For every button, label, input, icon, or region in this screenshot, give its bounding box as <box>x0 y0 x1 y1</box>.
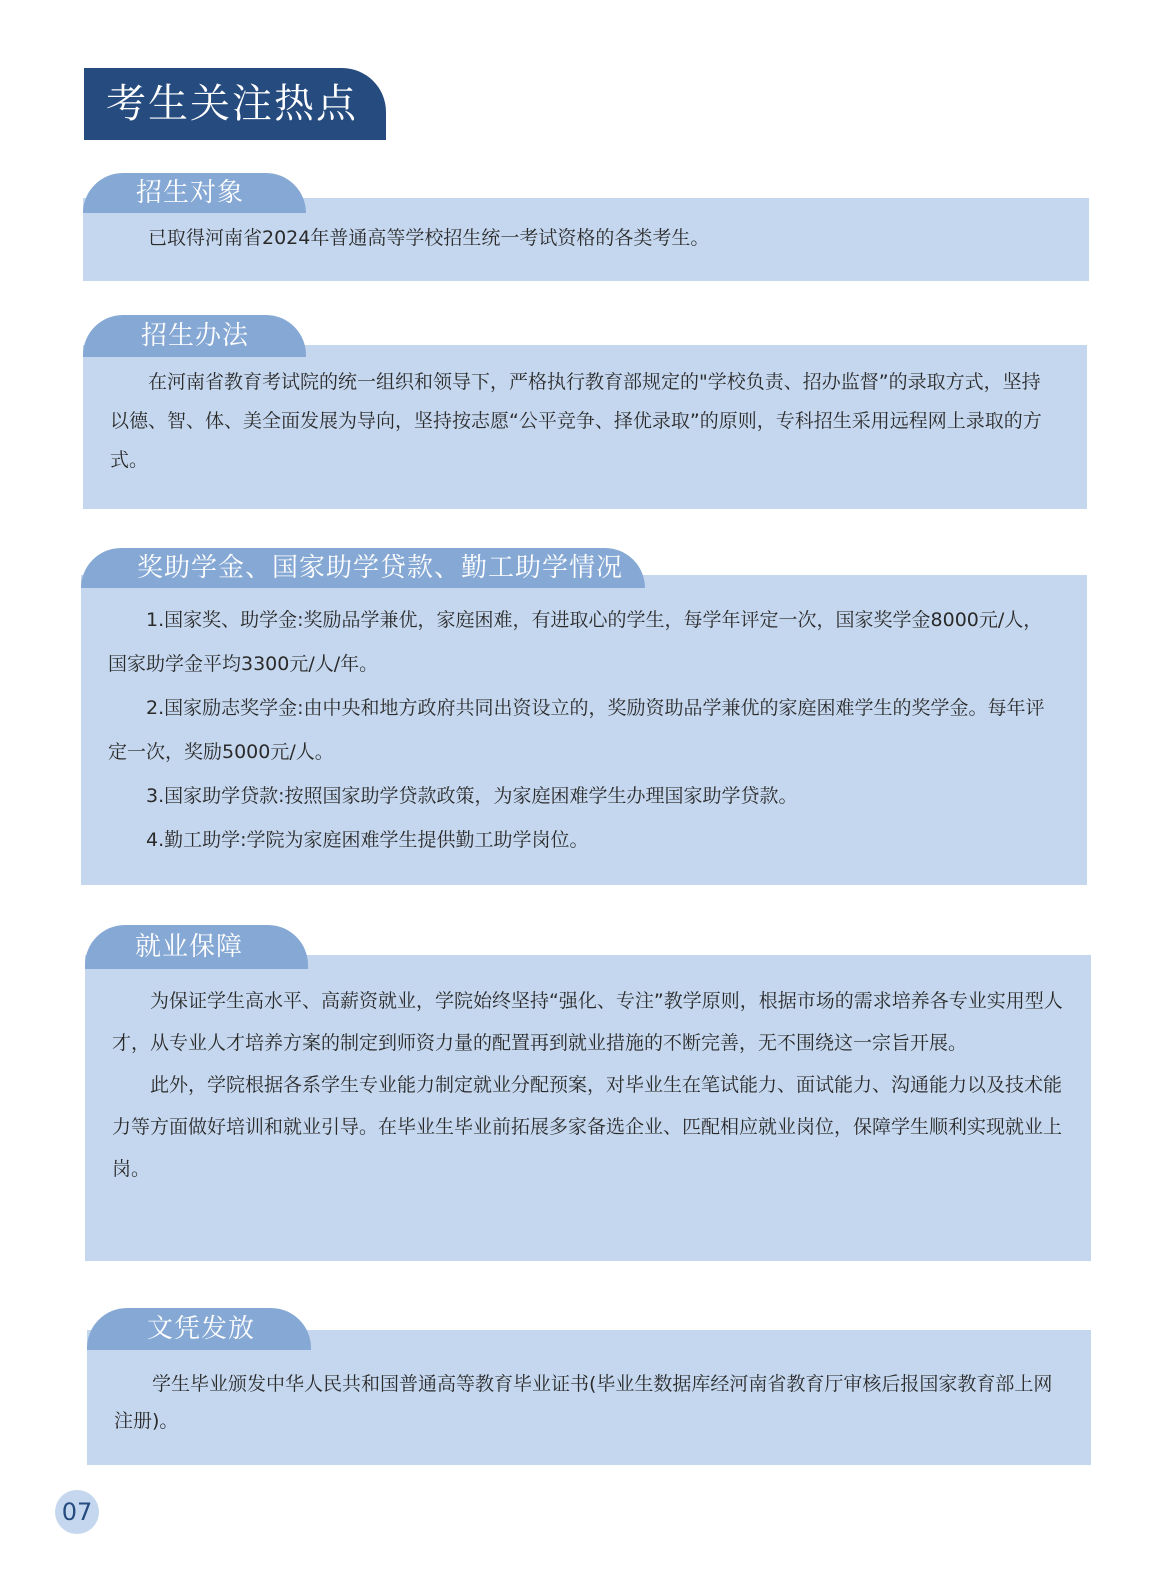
section-body <box>110 223 1061 253</box>
section-tab: 文凭发放 <box>87 1308 311 1350</box>
paragraph: 2.国家励志奖学金:由中央和地方政府共同出资设立的，奖励资助品学兼优的家庭困难学生的奖学金。每年评定一次，奖励5000元/人。 <box>108 697 1045 763</box>
section-body <box>112 980 1063 1190</box>
paragraph: 已取得河南省2024年普通高等学校招生统一考试资格的各类考生。 <box>148 227 710 249</box>
section-body <box>108 598 1059 862</box>
section-tab: 奖助学金、国家助学贷款、勤工助学情况 <box>81 548 645 588</box>
section-tab: 就业保障 <box>85 925 308 969</box>
section-employment <box>85 925 1091 1261</box>
section-tab: 招生办法 <box>83 315 306 357</box>
page-number: 07 <box>55 1490 99 1534</box>
section-tab: 招生对象 <box>83 173 306 213</box>
page-title: 考生关注热点 <box>84 68 386 140</box>
paragraph: 学生毕业颁发中华人民共和国普通高等教育毕业证书(毕业生数据库经河南省教育厅审核后报国家教育部上网注册)。 <box>114 1373 1053 1432</box>
section-diploma <box>87 1308 1091 1465</box>
paragraph: 在河南省教育考试院的统一组织和领导下，严格执行教育部规定的"学校负责、招办监督”的录取方式，坚持以德、智、体、美全面发展为导向，坚持按志愿“公平竞争、择优录取”的原则，专科招生采用远程网上录取的方式。 <box>110 371 1042 471</box>
section-financial-aid <box>81 548 1087 885</box>
paragraph: 此外，学院根据各系学生专业能力制定就业分配预案，对毕业生在笔试能力、面试能力、沟通能力以及技术能力等方面做好培训和就业引导。在毕业生毕业前拓展多家备选企业、匹配相应就业岗位，保障学生顺利实现就业上岗。 <box>112 1074 1063 1180</box>
section-body <box>114 1366 1063 1440</box>
paragraph: 1.国家奖、助学金:奖励品学兼优，家庭困难，有进取心的学生，每学年评定一次，国家奖学金8000元/人，国家助学金平均3300元/人/年。 <box>108 609 1043 675</box>
section-body <box>110 363 1059 480</box>
paragraph: 4.勤工助学:学院为家庭困难学生提供勤工助学岗位。 <box>146 829 589 851</box>
section-admission-target <box>83 173 1089 281</box>
section-admission-method <box>83 315 1087 509</box>
paragraph: 为保证学生高水平、高薪资就业，学院始终坚持“强化、专注”教学原则，根据市场的需求培养各专业实用型人才，从专业人才培养方案的制定到师资力量的配置再到就业措施的不断完善，无不围绕这一宗旨开展。 <box>112 990 1063 1054</box>
paragraph: 3.国家助学贷款:按照国家助学贷款政策，为家庭困难学生办理国家助学贷款。 <box>146 785 798 807</box>
